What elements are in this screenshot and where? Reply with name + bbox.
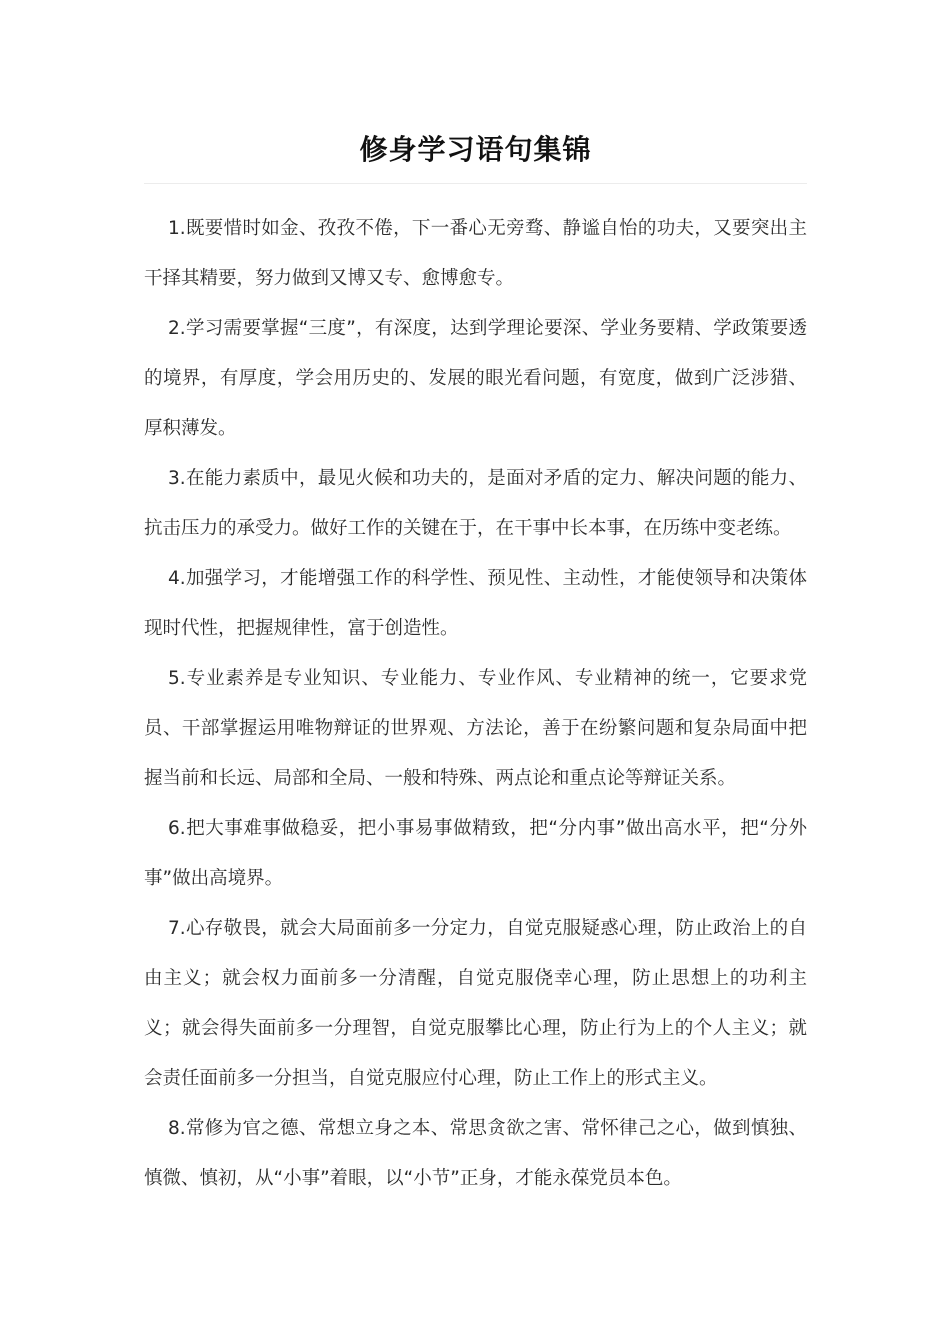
paragraph-5: 5.专业素养是专业知识、专业能力、专业作风、专业精神的统一，它要求党员、干部掌握运用唯物辩证的世界观、方法论，善于在纷繁问题和复杂局面中把握当前和长远、局部和全局、一般和特殊、两点论和重点论等辩证关系。 bbox=[144, 668, 807, 789]
title-divider bbox=[144, 183, 807, 184]
paragraph-6: 6.把大事难事做稳妥，把小事易事做精致，把“分内事”做出高水平，把“分外事”做出高境界。 bbox=[144, 818, 807, 889]
paragraph-3: 3.在能力素质中，最见火候和功夫的，是面对矛盾的定力、解决问题的能力、抗击压力的承受力。做好工作的关键在于，在干事中长本事，在历练中变老练。 bbox=[144, 468, 807, 539]
paragraph-1: 1.既要惜时如金、孜孜不倦，下一番心无旁骛、静谧自怡的功夫，又要突出主干择其精要，努力做到又博又专、愈博愈专。 bbox=[144, 218, 807, 289]
paragraph-7: 7.心存敬畏，就会大局面前多一分定力，自觉克服疑惑心理，防止政治上的自由主义；就会权力面前多一分清醒，自觉克服侥幸心理，防止思想上的功利主义；就会得失面前多一分理智，自觉克服攀比心理，防止行为上的个人主义；就会责任面前多一分担当，自觉克服应付心理，防止工作上的形式主义。 bbox=[144, 918, 807, 1089]
document-title: 修身学习语句集锦 bbox=[359, 133, 592, 166]
paragraph-4: 4.加强学习，才能增强工作的科学性、预见性、主动性，才能使领导和决策体现时代性，把握规律性，富于创造性。 bbox=[144, 568, 807, 639]
paragraph-8: 8.常修为官之德、常想立身之本、常思贪欲之害、常怀律己之心，做到慎独、慎微、慎初，从“小事”着眼，以“小节”正身，才能永葆党员本色。 bbox=[144, 1118, 807, 1189]
paragraph-2: 2.学习需要掌握“三度”，有深度，达到学理论要深、学业务要精、学政策要透的境界，有厚度，学会用历史的、发展的眼光看问题，有宽度，做到广泛涉猎、厚积薄发。 bbox=[144, 318, 807, 439]
document-page bbox=[144, 126, 807, 1204]
document-body bbox=[144, 204, 807, 1204]
